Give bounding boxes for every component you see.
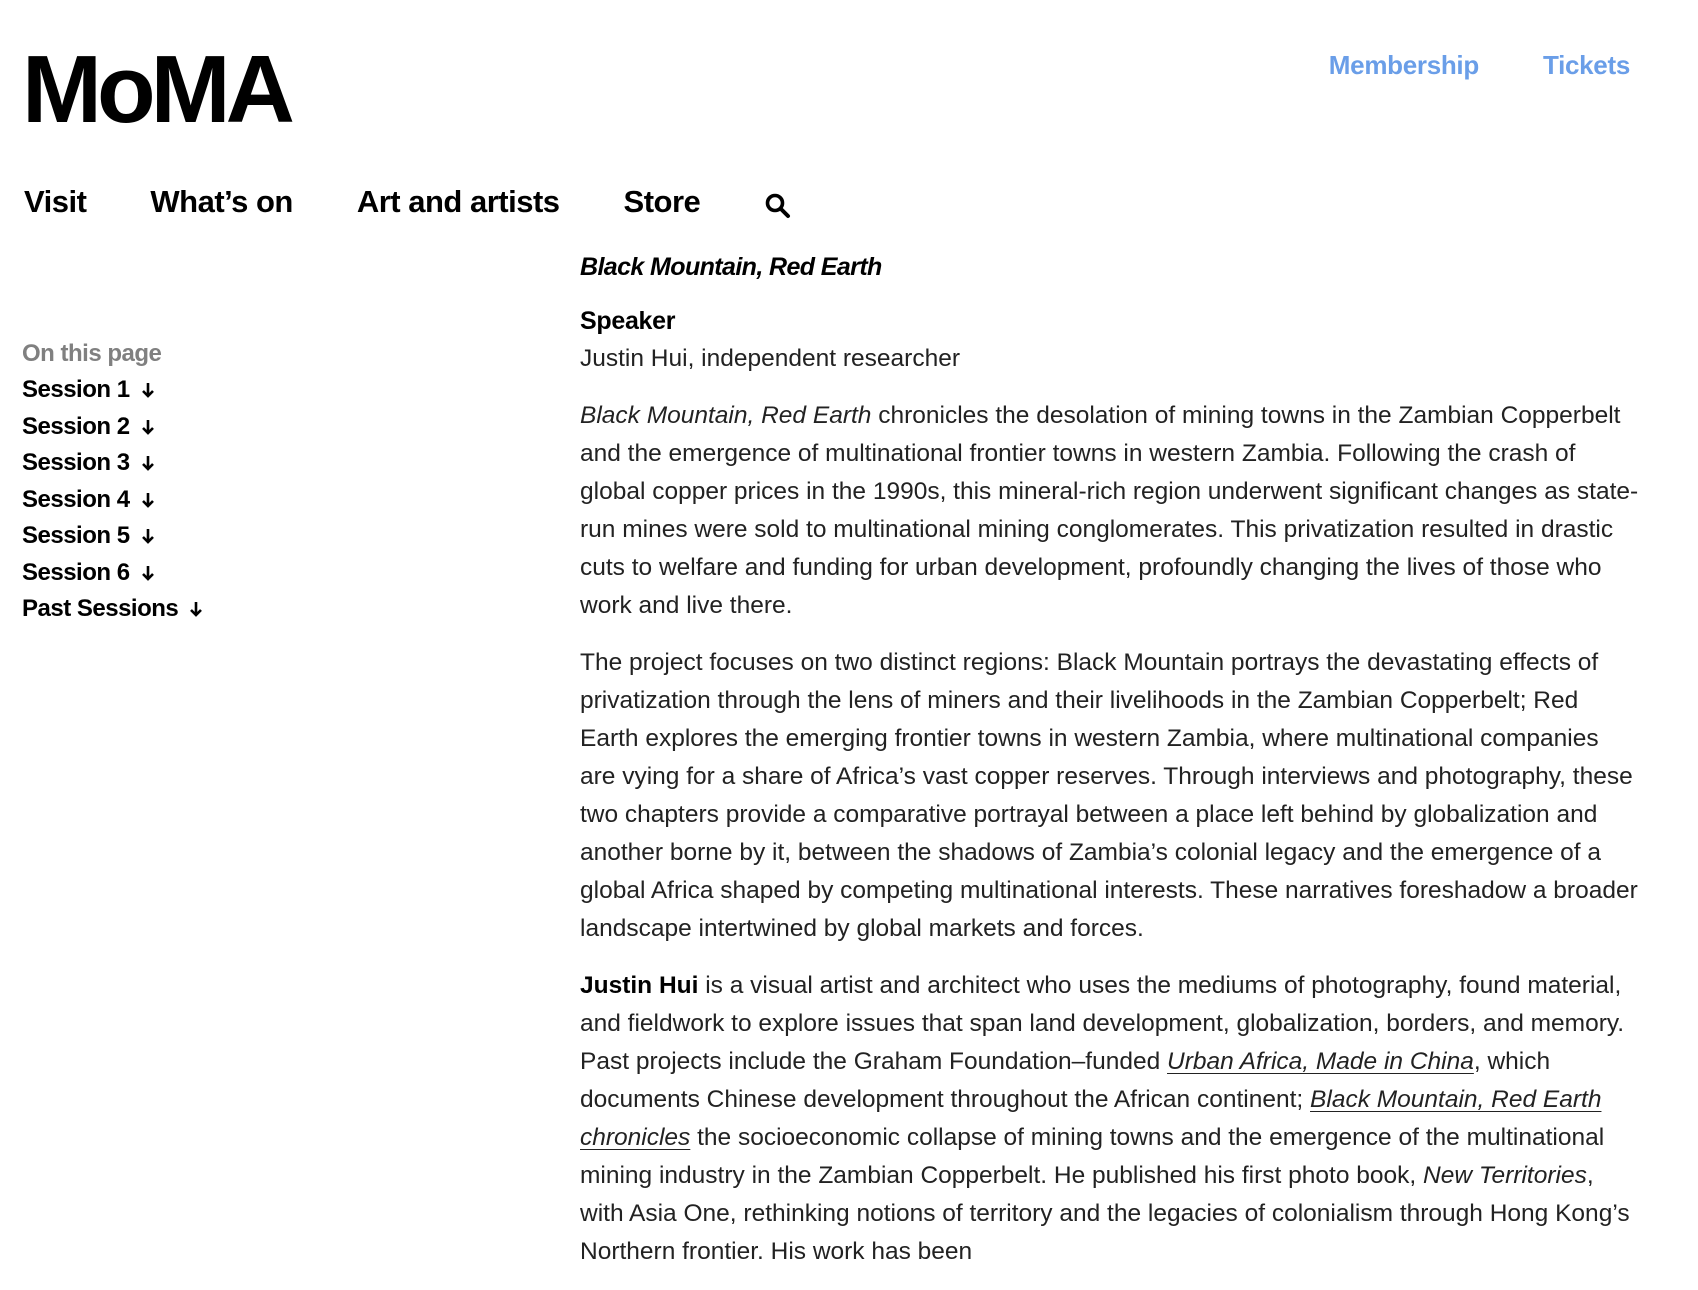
sidebar-item-label: Session 4	[22, 485, 130, 513]
sidebar-item-session-3[interactable]	[22, 445, 322, 482]
paragraph-text: is a visual artist and architect who uses the mediums of photography, found material, and fieldwork to explore issues that span land development, globalization, borders, and memory. Past projects include the Graham Foundation–funded	[580, 972, 1625, 1075]
link-text: Urban Africa, Made in China	[1167, 1048, 1474, 1075]
main-nav	[24, 184, 792, 220]
session-title: Black Mountain, Red Earth	[580, 253, 882, 281]
arrow-down-icon	[140, 491, 156, 509]
paragraph-text: the socioeconomic collapse of mining towns and the emergence of the multinational mining industry in the Zambian Copperbelt. He published his first photo book,	[580, 1124, 1605, 1189]
speaker-label: Speaker	[580, 307, 676, 335]
sidebar-item-past-sessions[interactable]	[22, 591, 322, 628]
bio-paragraph	[580, 967, 1640, 1271]
speaker-name: Justin Hui, independent researcher	[580, 345, 960, 372]
paragraph-text: , which documents Chinese development throughout the African continent;	[580, 1048, 1551, 1113]
utility-nav	[1329, 50, 1630, 81]
paragraph-text: chronicles the desolation of mining towns in the Zambian Copperbelt and the emergence of multinational frontier towns in western Zambia. Following the crash of global copper prices in the 1990s, this mineral-rich region underwent significant changes as state-run mines were sold to multinational mining conglomerates. This privatization resulted in drastic cuts to welfare and funding for urban development, profoundly changing the lives of those who work and live there.	[580, 402, 1639, 619]
session-content	[580, 248, 1640, 1290]
sidebar-item-label: Session 3	[22, 449, 130, 477]
nav-whats-on[interactable]: What’s on	[150, 184, 293, 219]
sidebar-item-session-1[interactable]	[22, 372, 322, 409]
on-this-page-heading: On this page	[22, 340, 162, 367]
link-text: Black Mountain, Red Earth chronicles	[580, 1086, 1602, 1151]
description-paragraph-2: The project focuses on two distinct regions: Black Mountain portrays the devastating effects of privatization through the lens of miners and their livelihoods in the Zambian Copperbelt; Red Earth explores the emerging frontier towns in western Zambia, where multinational companies are vying for a share of Africa’s vast copper reserves. Through interviews and photography, these two chapters provide a comparative portrayal between a place left behind by globalization and another borne by it, between the shadows of Zambia’s colonial legacy and the emergence of a global Africa shaped by competing multinational interests. These narratives foreshadow a broader landscape intertwined by global markets and forces.	[580, 649, 1638, 942]
arrow-down-icon	[188, 600, 204, 618]
project-title-italic: Black Mountain, Red Earth	[580, 402, 872, 429]
nav-art-and-artists[interactable]: Art and artists	[356, 184, 560, 219]
link-urban-africa[interactable]	[1167, 1048, 1474, 1075]
paragraph-text: , with Asia One, rethinking notions of territory and the legacies of colonialism through Hong Kong’s Northern frontier. His work has been	[580, 1162, 1630, 1265]
sidebar-item-session-6[interactable]	[22, 555, 322, 592]
nav-store[interactable]: Store	[623, 184, 701, 219]
sidebar-item-label: Past Sessions	[22, 595, 179, 623]
sidebar-item-label: Session 1	[22, 376, 130, 404]
search-icon[interactable]	[764, 192, 792, 220]
on-this-page	[22, 340, 322, 628]
arrow-down-icon	[140, 527, 156, 545]
sidebar-item-session-4[interactable]	[22, 482, 322, 519]
description-paragraph-1	[580, 397, 1640, 625]
arrow-down-icon	[140, 454, 156, 472]
nav-visit[interactable]: Visit	[24, 184, 87, 219]
sidebar-item-label: Session 2	[22, 412, 130, 440]
tickets-link[interactable]: Tickets	[1542, 50, 1630, 80]
sidebar-item-label: Session 5	[22, 522, 130, 550]
membership-link[interactable]: Membership	[1328, 50, 1479, 80]
moma-logo[interactable]: MoMA	[22, 36, 290, 143]
book-title-italic: New Territories	[1423, 1162, 1587, 1189]
arrow-down-icon	[140, 564, 156, 582]
arrow-down-icon	[140, 381, 156, 399]
arrow-down-icon	[140, 418, 156, 436]
sidebar-item-session-5[interactable]	[22, 518, 322, 555]
bio-name: Justin Hui	[580, 972, 699, 999]
sidebar-item-label: Session 6	[22, 558, 130, 586]
sidebar-item-session-2[interactable]	[22, 409, 322, 446]
